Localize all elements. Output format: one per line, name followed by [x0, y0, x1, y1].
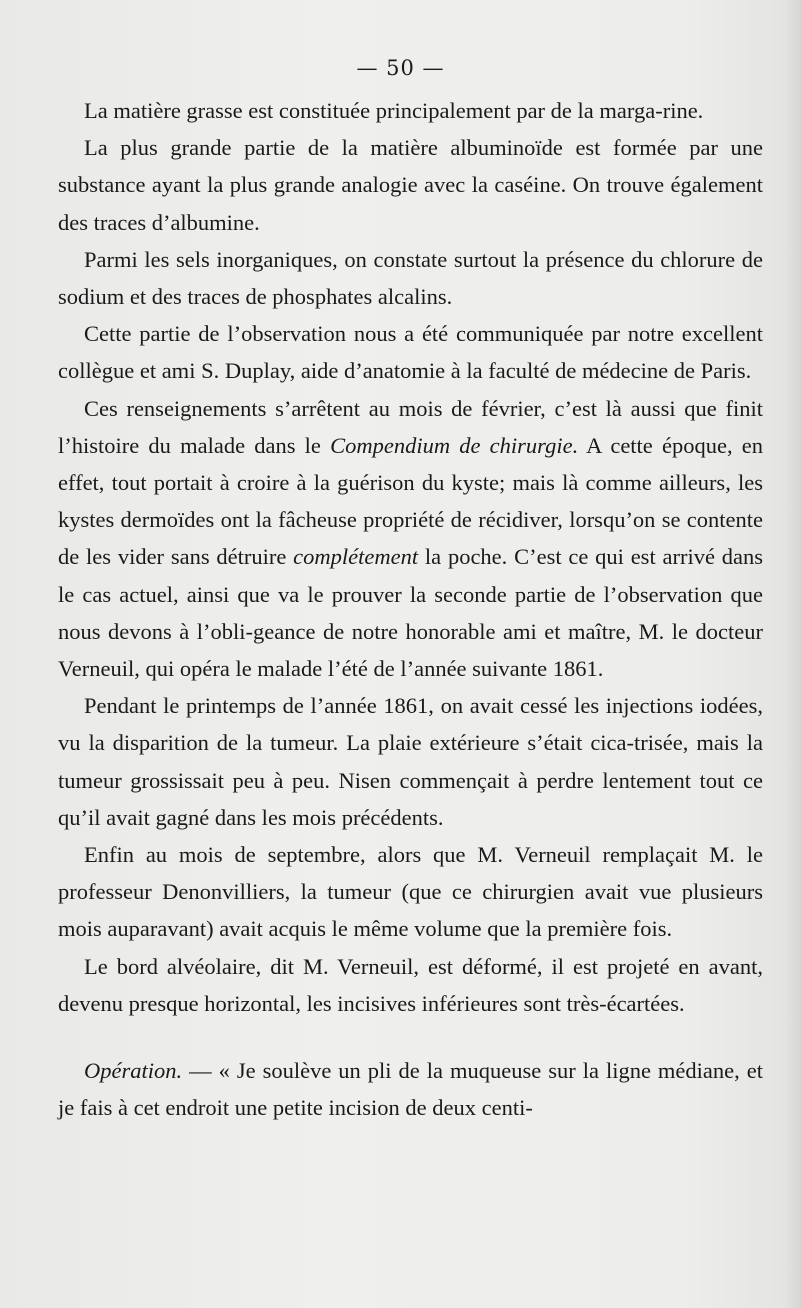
page-number: — 50 — — [356, 56, 445, 80]
page-edge-shadow — [783, 0, 801, 1308]
paragraph-duplay: Cette partie de l’observation nous a été communiquée par notre excellent collègue et ami S. Duplay, aide d’anatomie à la faculté de médecine de Paris. — [58, 321, 763, 384]
operation-text: — « Je soulève un pli de la muqueuse sur la ligne médiane, et je fais à cet endroit une petite incision de deux centi- — [58, 1058, 763, 1121]
paragraph-fat: La matière grasse est constituée principalement par de la marga-rine. — [84, 98, 704, 123]
paragraph-september: Enfin au mois de septembre, alors que M. Verneuil remplaçait M. le professeur Denonvilliers, la tumeur (que ce chirurgien avait vue plusieurs mois auparavant) avait acquis le même volume que la première fois. — [58, 842, 763, 942]
paragraph-history — [58, 390, 763, 688]
paragraph-albuminoid: La plus grande partie de la matière albuminoïde est formée par une substance ayant la plus grande analogie avec la caséine. On trouve également des traces d’albumine. — [58, 135, 763, 235]
compendium-title: Compendium de chirurgie. — [330, 432, 579, 458]
operation-heading: Opération. — [84, 1058, 183, 1084]
history-text-1: Ces renseignements s’arrêtent au mois de février, c’est là aussi que finit l’histoire du malade dans le — [58, 395, 763, 458]
completement-emphasis: complétement — [293, 544, 419, 570]
history-text-3: la poche. C’est ce qui est arrivé dans le cas actuel, ainsi que va le prouver la seconde partie de l’observation que nous devons à l’obli-geance de notre honorable ami et maître, M. le docteur Verneuil, qui opéra le malade l’été de l’année suivante 1861. — [58, 544, 763, 682]
paragraph-alveolar-border: Le bord alvéolaire, dit M. Verneuil, est déformé, il est projeté en avant, devenu presque horizontal, les incisives inférieures sont très-écartées. — [58, 953, 763, 1016]
paragraph-salts: Parmi les sels inorganiques, on constate surtout la présence du chlorure de sodium et des traces de phosphates alcalins. — [58, 246, 763, 310]
paragraph-operation — [58, 1052, 763, 1126]
history-text-2: A cette époque, en effet, tout portait à croire à la guérison du kyste; mais là comme ailleurs, les kystes dermoïdes ont la fâcheuse propriété de récidiver, lorsqu’on se contente de les vider sans détruire — [58, 432, 763, 570]
body-text — [58, 92, 763, 1126]
paragraph-spring-1861: Pendant le printemps de l’année 1861, on avait cessé les injections iodées, vu la disparition de la tumeur. La plaie extérieure s’était cica-trisée, mais la tumeur grossissait peu à peu. Nisen commençait à perdre lentement tout ce qu’il avait gagné dans les mois précédents. — [58, 693, 763, 830]
